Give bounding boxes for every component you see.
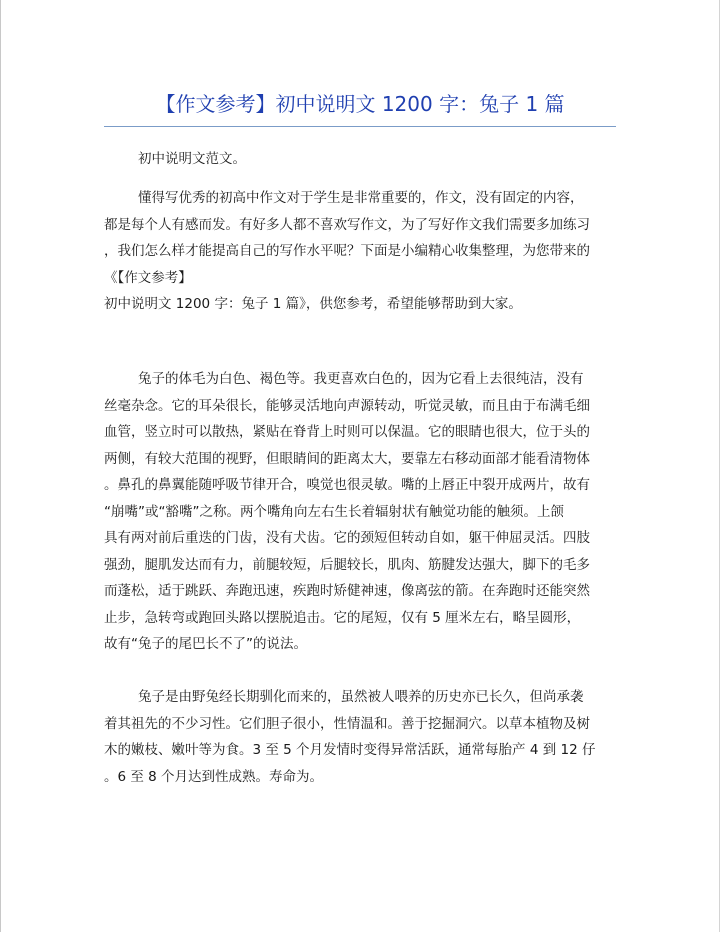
preface-line: 都是每个人有感而发。有好多人都不喜欢写作文，为了写好作文我们需要多加练习 (104, 216, 590, 233)
preface-line: 初中说明文 1200 字：兔子 1 篇》，供您参考，希望能够帮助到大家。 (104, 296, 522, 312)
body-line: 兔子的体毛为白色、褐色等。我更喜欢白色的，因为它看上去很纯洁，没有 (138, 371, 584, 387)
body-line: 着其祖先的不少习性。它们胆子很小，性情温和。善于挖掘洞穴。以草本植物及树 (104, 715, 590, 732)
body-line: 。鼻孔的鼻翼能随呼吸节律开合，嗅觉也很灵敏。嘴的上唇正中裂开成两片，故有 (104, 477, 590, 493)
intro-paragraph (104, 146, 624, 173)
document-title: 【作文参考】初中说明文 1200 字：兔子 1 篇 (155, 92, 565, 116)
intro-line: 初中说明文范文。 (138, 151, 246, 167)
body-line: 止步，急转弯或跑回头路以摆脱追击。它的尾短，仅有 5 厘米左右，略呈圆形， (104, 609, 581, 626)
preface-line: 懂得写优秀的初高中作文对于学生是非常重要的，作文，没有固定的内容， (138, 190, 584, 206)
preface-line: 《【作文参考】 (104, 269, 192, 286)
body-line: 强劲，腿肌发达而有力，前腿较短，后腿较长，肌肉、筋腱发达强大，脚下的毛多 (104, 556, 590, 573)
body-line: 而蓬松，适于跳跃、奔跑迅速，疾跑时矫健神速，像离弦的箭。在奔跑时还能突然 (104, 583, 590, 599)
body-line: 故有“兔子的尾巴长不了”的说法。 (104, 636, 307, 652)
body-paragraph-2 (104, 684, 624, 790)
body-line: 两侧，有较大范围的视野，但眼睛间的距离太大，要靠左右移动面部才能看清物体 (104, 450, 590, 467)
preface-paragraph (104, 185, 624, 318)
body-line: 。6 至 8 个月达到性成熟。寿命为。 (104, 768, 324, 785)
page-edge-left (0, 0, 1, 932)
body-line: 具有两对前后重迭的门齿，没有犬齿。它的颈短但转动自如，躯干伸屈灵活。四肢 (104, 530, 590, 546)
preface-line: ，我们怎么样才能提高自己的写作水平呢？下面是小编精心收集整理，为您带来的 (104, 243, 590, 259)
body-paragraph-1 (104, 366, 624, 658)
body-line: 木的嫩枝、嫩叶等为食。3 至 5 个月发情时变得异常活跃，通常每胎产 4 到 12 仔 (104, 742, 596, 758)
body-line: “崩嘴”或“豁嘴”之称。两个嘴角向左右生长着辐射状有触觉功能的触须。上颌 (104, 503, 564, 520)
body-line: 兔子是由野兔经长期驯化而来的，虽然被人喂养的历史亦已长久，但尚承袭 (138, 689, 584, 705)
body-line: 丝毫杂念。它的耳朵很长，能够灵活地向声源转动，听觉灵敏，而且由于布满毛细 (104, 397, 590, 414)
body-line: 血管，竖立时可以散热，紧贴在脊背上时则可以保温。它的眼睛也很大，位于头的 (104, 424, 590, 440)
title-underline (104, 126, 616, 127)
